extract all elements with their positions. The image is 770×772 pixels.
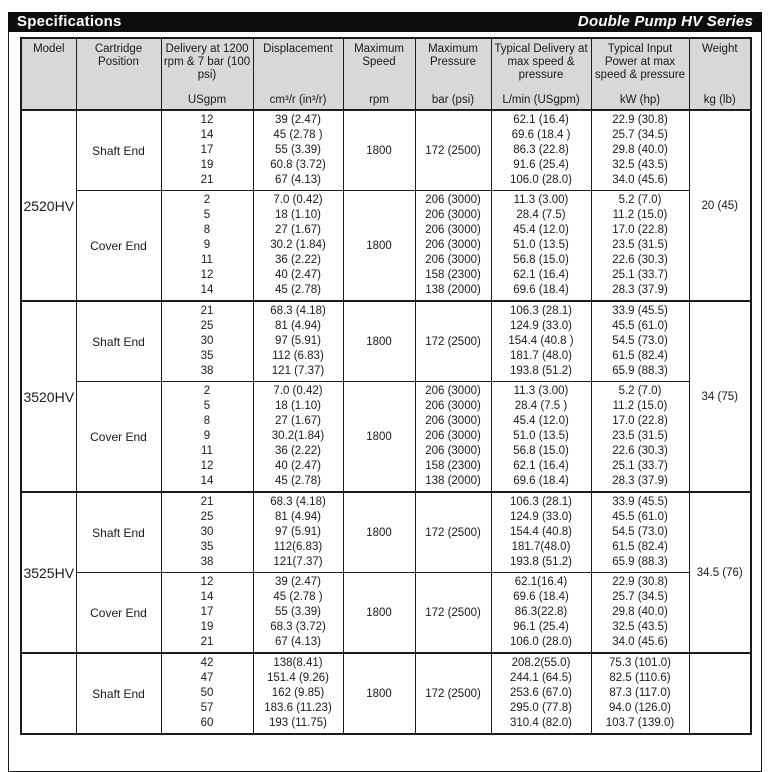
usgpm-cell xyxy=(161,191,253,302)
weight-cell xyxy=(689,653,751,734)
header-displacement xyxy=(253,38,343,110)
typical-delivery-cell-value: 193.8 (51.2) xyxy=(509,365,572,377)
usgpm-cell-value: 12 xyxy=(200,460,214,472)
typical-power-cell xyxy=(591,191,689,302)
header-unit: L/min (USgpm) xyxy=(502,94,580,106)
typical-delivery-cell-value: 69.6 (18.4 ) xyxy=(511,129,571,141)
max-pressure-cell xyxy=(415,191,491,302)
max-pressure-cell: 172 (2500) xyxy=(415,573,491,654)
typical-power-cell-value: 11.2 (15.0) xyxy=(612,400,668,412)
typical-delivery-cell-value: 106.0 (28.0) xyxy=(509,636,572,648)
typical-power-cell xyxy=(591,653,689,734)
max-pressure-cell-value: 158 (2300) xyxy=(425,269,481,281)
max-pressure-cell-value: 138 (2000) xyxy=(425,284,481,296)
max-pressure-cell-value: 158 (2300) xyxy=(425,460,481,472)
usgpm-cell-value: 2 xyxy=(203,385,211,397)
spec-row-2520HV-shaft-end xyxy=(21,110,751,191)
displacement-cell-value: 67 (4.13) xyxy=(274,174,322,186)
usgpm-cell-value: 21 xyxy=(200,174,214,186)
usgpm-cell-value: 12 xyxy=(200,269,214,281)
spec-row-3525HV-cover-end xyxy=(21,573,751,654)
displacement-cell-value: 138(8.41) xyxy=(273,657,323,669)
displacement-cell-value: 97 (5.91) xyxy=(274,335,322,347)
displacement-cell xyxy=(253,573,343,654)
displacement-cell-value: 112 (6.83) xyxy=(272,350,324,362)
typical-delivery-cell-value: 154.4 (40.8) xyxy=(509,526,572,538)
usgpm-cell-value: 60 xyxy=(200,717,214,729)
header-label: Displacement xyxy=(263,43,333,55)
typical-delivery-cell-value: 28.4 (7.5) xyxy=(516,209,566,221)
typical-power-cell xyxy=(591,492,689,573)
displacement-cell xyxy=(253,110,343,191)
displacement-cell xyxy=(253,382,343,493)
usgpm-cell-value: 9 xyxy=(203,239,211,251)
page-title: Specifications xyxy=(17,13,122,30)
max-pressure-cell-value: 206 (3000) xyxy=(425,239,481,251)
typical-delivery-cell-value: 62.1 (16.4) xyxy=(513,460,569,472)
header-cartridge-position xyxy=(76,38,161,110)
typical-power-cell-value: 22.6 (30.3) xyxy=(612,445,668,457)
usgpm-cell-value: 2 xyxy=(203,194,211,206)
usgpm-cell xyxy=(161,492,253,573)
displacement-cell-value: 55 (3.39) xyxy=(274,606,322,618)
displacement-cell-value: 81 (4.94) xyxy=(274,511,322,523)
typical-power-cell-value: 25.7 (34.5) xyxy=(612,591,668,603)
typical-delivery-cell-value: 106.3 (28.1) xyxy=(509,496,572,508)
title-bar xyxy=(8,12,762,32)
max-pressure-cell: 172 (2500) xyxy=(415,301,491,382)
usgpm-cell-value: 14 xyxy=(200,475,214,487)
displacement-cell-value: 81 (4.94) xyxy=(274,320,322,332)
max-pressure-cell-value: 206 (3000) xyxy=(425,385,481,397)
typical-power-cell-value: 54.5 (73.0) xyxy=(612,335,668,347)
usgpm-cell xyxy=(161,573,253,654)
displacement-cell xyxy=(253,301,343,382)
max-pressure-cell-value: 206 (3000) xyxy=(425,400,481,412)
header-maximum-speed xyxy=(343,38,415,110)
displacement-cell-value: 121 (7.37) xyxy=(271,365,325,377)
usgpm-cell-value: 38 xyxy=(200,556,214,568)
displacement-cell-value: 45 (2.78) xyxy=(274,475,322,487)
usgpm-cell-value: 8 xyxy=(203,415,211,427)
typical-delivery-cell-value: 28.4 (7.5 ) xyxy=(514,400,568,412)
usgpm-cell xyxy=(161,110,253,191)
typical-delivery-cell-value: 69.6 (18.4) xyxy=(513,475,569,487)
max-pressure-cell: 172 (2500) xyxy=(415,653,491,734)
usgpm-cell-value: 19 xyxy=(200,621,214,633)
cartridge-position-cell: Shaft End xyxy=(76,653,161,734)
typical-power-cell-value: 25.1 (33.7) xyxy=(612,460,668,472)
usgpm-cell-value: 38 xyxy=(200,365,214,377)
typical-delivery-cell-value: 310.4 (82.0) xyxy=(509,717,572,729)
displacement-cell-value: 18 (1.10) xyxy=(274,209,322,221)
max-speed-cell: 1800 xyxy=(343,573,415,654)
typical-delivery-cell-value: 56.8 (15.0) xyxy=(513,445,569,457)
max-speed-cell: 1800 xyxy=(343,301,415,382)
spec-table-body xyxy=(21,110,751,734)
usgpm-cell-value: 35 xyxy=(200,541,214,553)
max-pressure-cell: 172 (2500) xyxy=(415,492,491,573)
header-delivery-1200rpm xyxy=(161,38,253,110)
series-title: Double Pump HV Series xyxy=(577,13,753,30)
model-cell xyxy=(21,653,76,734)
displacement-cell-value: 193 (11.75) xyxy=(269,717,327,729)
usgpm-cell-value: 9 xyxy=(203,430,211,442)
displacement-cell-value: 55 (3.39) xyxy=(274,144,322,156)
displacement-cell-value: 7.0 (0.42) xyxy=(273,194,323,206)
displacement-cell-value: 121(7.37) xyxy=(273,556,323,568)
displacement-cell-value: 183.6 (11.23) xyxy=(264,702,332,714)
displacement-cell-value: 68.3 (4.18) xyxy=(270,305,326,317)
typical-delivery-cell xyxy=(491,301,591,382)
typical-delivery-cell-value: 106.0 (28.0) xyxy=(509,174,572,186)
typical-delivery-cell xyxy=(491,382,591,493)
typical-delivery-cell xyxy=(491,191,591,302)
typical-delivery-cell-value: 51.0 (13.5) xyxy=(513,430,569,442)
specifications-table xyxy=(20,37,752,735)
typical-power-cell-value: 34.0 (45.6) xyxy=(612,174,668,186)
typical-power-cell-value: 29.8 (40.0) xyxy=(612,606,668,618)
usgpm-cell xyxy=(161,382,253,493)
header-typical-input-power xyxy=(591,38,689,110)
spec-row-bottom-shaft-end xyxy=(21,653,751,734)
displacement-cell-value: 45 (2.78 ) xyxy=(273,591,323,603)
header-label: Typical Delivery at max speed & pressure xyxy=(494,43,588,81)
header-model xyxy=(21,38,76,110)
displacement-cell-value: 45 (2.78 ) xyxy=(273,129,323,141)
displacement-cell-value: 39 (2.47) xyxy=(274,576,322,588)
typical-power-cell-value: 103.7 (139.0) xyxy=(605,717,675,729)
displacement-cell-value: 112(6.83) xyxy=(273,541,323,553)
displacement-cell-value: 40 (2.47) xyxy=(274,269,322,281)
header-typical-delivery xyxy=(491,38,591,110)
cartridge-position-cell: Shaft End xyxy=(76,110,161,191)
header-unit: kg (lb) xyxy=(703,94,736,106)
usgpm-cell-value: 17 xyxy=(200,606,214,618)
typical-power-cell-value: 17.0 (22.8) xyxy=(612,224,668,236)
weight-cell: 20 (45) xyxy=(689,110,751,301)
displacement-cell-value: 68.3 (4.18) xyxy=(270,496,326,508)
typical-delivery-cell-value: 11.3 (3.00) xyxy=(513,194,569,206)
model-cell: 3525HV xyxy=(21,492,76,653)
cartridge-position-cell: Cover End xyxy=(76,191,161,302)
max-pressure-cell-value: 206 (3000) xyxy=(425,209,481,221)
typical-delivery-cell-value: 181.7(48.0) xyxy=(511,541,571,553)
typical-delivery-cell-value: 193.8 (51.2) xyxy=(509,556,572,568)
typical-delivery-cell-value: 91.6 (25.4) xyxy=(513,159,569,171)
typical-power-cell-value: 45.5 (61.0) xyxy=(612,320,668,332)
typical-power-cell-value: 32.5 (43.5) xyxy=(612,159,668,171)
typical-delivery-cell xyxy=(491,492,591,573)
typical-delivery-cell-value: 295.0 (77.8) xyxy=(509,702,572,714)
typical-delivery-cell-value: 106.3 (28.1) xyxy=(509,305,572,317)
usgpm-cell-value: 14 xyxy=(200,591,214,603)
typical-delivery-cell-value: 124.9 (33.0) xyxy=(509,511,572,523)
typical-power-cell xyxy=(591,301,689,382)
usgpm-cell xyxy=(161,301,253,382)
typical-delivery-cell-value: 208.2(55.0) xyxy=(511,657,571,669)
typical-delivery-cell-value: 86.3 (22.8) xyxy=(513,144,569,156)
typical-power-cell xyxy=(591,110,689,191)
weight-cell: 34.5 (76) xyxy=(689,492,751,653)
displacement-cell-value: 45 (2.78) xyxy=(274,284,322,296)
typical-power-cell-value: 65.9 (88.3) xyxy=(612,365,668,377)
usgpm-cell-value: 11 xyxy=(201,254,213,266)
usgpm-cell-value: 14 xyxy=(200,284,214,296)
max-pressure-cell-value: 206 (3000) xyxy=(425,415,481,427)
max-pressure-cell-value: 206 (3000) xyxy=(425,445,481,457)
usgpm-cell-value: 35 xyxy=(200,350,214,362)
typical-power-cell-value: 23.5 (31.5) xyxy=(612,430,668,442)
displacement-cell-value: 30.2 (1.84) xyxy=(270,239,326,251)
typical-power-cell-value: 34.0 (45.6) xyxy=(612,636,668,648)
usgpm-cell-value: 21 xyxy=(200,636,214,648)
usgpm-cell-value: 57 xyxy=(200,702,214,714)
max-speed-cell: 1800 xyxy=(343,191,415,302)
usgpm-cell-value: 30 xyxy=(200,526,214,538)
usgpm-cell-value: 11 xyxy=(201,445,213,457)
usgpm-cell-value: 21 xyxy=(200,496,214,508)
header-label: Weight xyxy=(701,43,738,55)
usgpm-cell-value: 30 xyxy=(200,335,214,347)
displacement-cell-value: 27 (1.67) xyxy=(274,415,322,427)
max-pressure-cell-value: 206 (3000) xyxy=(425,430,481,442)
typical-delivery-cell-value: 69.6 (18.4) xyxy=(513,284,569,296)
usgpm-cell-value: 5 xyxy=(203,400,211,412)
typical-power-cell-value: 5.2 (7.0) xyxy=(618,194,662,206)
displacement-cell-value: 39 (2.47) xyxy=(274,114,322,126)
typical-delivery-cell-value: 154.4 (40.8 ) xyxy=(508,335,574,347)
usgpm-cell-value: 8 xyxy=(203,224,211,236)
usgpm-cell xyxy=(161,653,253,734)
usgpm-cell-value: 17 xyxy=(200,144,214,156)
typical-power-cell-value: 75.3 (101.0) xyxy=(608,657,671,669)
spec-sheet-page xyxy=(8,12,762,772)
model-cell: 3520HV xyxy=(21,301,76,492)
typical-delivery-cell-value: 253.6 (67.0) xyxy=(509,687,572,699)
typical-power-cell-value: 28.3 (37.9) xyxy=(612,475,668,487)
cartridge-position-cell: Cover End xyxy=(76,382,161,493)
displacement-cell-value: 151.4 (9.26) xyxy=(266,672,329,684)
displacement-cell xyxy=(253,492,343,573)
usgpm-cell-value: 50 xyxy=(200,687,214,699)
typical-power-cell-value: 5.2 (7.0) xyxy=(618,385,662,397)
typical-power-cell-value: 22.9 (30.8) xyxy=(612,114,668,126)
typical-power-cell-value: 25.1 (33.7) xyxy=(612,269,668,281)
typical-power-cell-value: 25.7 (34.5) xyxy=(612,129,668,141)
typical-delivery-cell-value: 86.3(22.8) xyxy=(514,606,568,618)
typical-power-cell-value: 23.5 (31.5) xyxy=(612,239,668,251)
typical-power-cell-value: 33.9 (45.5) xyxy=(612,496,668,508)
header-label: Model xyxy=(33,43,65,55)
usgpm-cell-value: 42 xyxy=(200,657,214,669)
typical-delivery-cell-value: 62.1 (16.4) xyxy=(513,114,569,126)
header-maximum-pressure xyxy=(415,38,491,110)
displacement-cell-value: 30.2(1.84) xyxy=(271,430,325,442)
usgpm-cell-value: 5 xyxy=(203,209,211,221)
typical-power-cell-value: 11.2 (15.0) xyxy=(612,209,668,221)
typical-delivery-cell xyxy=(491,110,591,191)
typical-power-cell-value: 32.5 (43.5) xyxy=(612,621,668,633)
header-label: Maximum Pressure xyxy=(428,43,478,68)
displacement-cell xyxy=(253,653,343,734)
displacement-cell-value: 18 (1.10) xyxy=(274,400,322,412)
header-unit: USgpm xyxy=(187,94,227,106)
typical-delivery-cell-value: 69.6 (18.4) xyxy=(513,591,569,603)
typical-delivery-cell-value: 62.1(16.4) xyxy=(514,576,568,588)
usgpm-cell-value: 19 xyxy=(200,159,214,171)
usgpm-cell-value: 12 xyxy=(200,576,214,588)
typical-power-cell-value: 61.5 (82.4) xyxy=(612,350,668,362)
max-pressure-cell-value: 206 (3000) xyxy=(425,224,481,236)
typical-power-cell-value: 87.3 (117.0) xyxy=(609,687,671,699)
typical-power-cell-value: 45.5 (61.0) xyxy=(612,511,668,523)
cartridge-position-cell: Shaft End xyxy=(76,301,161,382)
typical-power-cell-value: 22.9 (30.8) xyxy=(612,576,668,588)
typical-power-cell-value: 82.5 (110.6) xyxy=(609,672,671,684)
typical-power-cell-value: 17.0 (22.8) xyxy=(612,415,668,427)
max-pressure-cell xyxy=(415,382,491,493)
displacement-cell-value: 97 (5.91) xyxy=(274,526,322,538)
typical-delivery-cell-value: 181.7 (48.0) xyxy=(509,350,572,362)
model-cell: 2520HV xyxy=(21,110,76,301)
typical-delivery-cell-value: 51.0 (13.5) xyxy=(513,239,569,251)
cartridge-position-cell: Cover End xyxy=(76,573,161,654)
usgpm-cell-value: 12 xyxy=(200,114,214,126)
header-label: Cartridge Position xyxy=(94,43,143,68)
typical-power-cell-value: 54.5 (73.0) xyxy=(612,526,668,538)
typical-delivery-cell xyxy=(491,653,591,734)
usgpm-cell-value: 25 xyxy=(200,320,214,332)
max-pressure-cell-value: 138 (2000) xyxy=(425,475,481,487)
spec-row-3525HV-shaft-end xyxy=(21,492,751,573)
header-unit: kW (hp) xyxy=(619,94,661,106)
typical-power-cell-value: 94.0 (126.0) xyxy=(608,702,671,714)
displacement-cell-value: 162 (9.85) xyxy=(271,687,325,699)
displacement-cell-value: 7.0 (0.42) xyxy=(273,385,323,397)
displacement-cell-value: 36 (2.22) xyxy=(274,445,322,457)
displacement-cell-value: 68.3 (3.72) xyxy=(270,621,326,633)
displacement-cell-value: 60.8 (3.72) xyxy=(270,159,326,171)
header-unit: rpm xyxy=(369,94,389,106)
typical-delivery-cell-value: 45.4 (12.0) xyxy=(513,224,569,236)
spec-row-3520HV-cover-end xyxy=(21,382,751,493)
header-label: Typical Input Power at max speed & pressure xyxy=(594,43,686,81)
spec-row-3520HV-shaft-end xyxy=(21,301,751,382)
table-header xyxy=(21,38,751,110)
max-speed-cell: 1800 xyxy=(343,382,415,493)
header-label: Maximum Speed xyxy=(354,43,404,68)
typical-power-cell xyxy=(591,382,689,493)
typical-delivery-cell-value: 244.1 (64.5) xyxy=(509,672,572,684)
displacement-cell-value: 67 (4.13) xyxy=(274,636,322,648)
weight-cell: 34 (75) xyxy=(689,301,751,492)
typical-delivery-cell-value: 11.3 (3.00) xyxy=(513,385,569,397)
displacement-cell-value: 27 (1.67) xyxy=(274,224,322,236)
header-unit: bar (psi) xyxy=(431,94,475,106)
displacement-cell-value: 40 (2.47) xyxy=(274,460,322,472)
typical-power-cell-value: 61.5 (82.4) xyxy=(612,541,668,553)
typical-power-cell-value: 28.3 (37.9) xyxy=(612,284,668,296)
usgpm-cell-value: 25 xyxy=(200,511,214,523)
usgpm-cell-value: 14 xyxy=(200,129,214,141)
usgpm-cell-value: 21 xyxy=(200,305,214,317)
max-speed-cell: 1800 xyxy=(343,653,415,734)
typical-delivery-cell-value: 96.1 (25.4) xyxy=(513,621,569,633)
max-pressure-cell-value: 206 (3000) xyxy=(425,194,481,206)
typical-power-cell-value: 29.8 (40.0) xyxy=(612,144,668,156)
header-unit: cm³/r (in³/r) xyxy=(269,94,327,106)
header-weight xyxy=(689,38,751,110)
typical-power-cell-value: 22.6 (30.3) xyxy=(612,254,668,266)
displacement-cell xyxy=(253,191,343,302)
typical-delivery-cell xyxy=(491,573,591,654)
typical-delivery-cell-value: 62.1 (16.4) xyxy=(513,269,569,281)
max-pressure-cell: 172 (2500) xyxy=(415,110,491,191)
typical-power-cell-value: 33.9 (45.5) xyxy=(612,305,668,317)
typical-delivery-cell-value: 124.9 (33.0) xyxy=(509,320,572,332)
typical-power-cell xyxy=(591,573,689,654)
max-speed-cell: 1800 xyxy=(343,110,415,191)
header-label: Delivery at 1200 rpm & 7 bar (100 psi) xyxy=(163,43,251,81)
max-pressure-cell-value: 206 (3000) xyxy=(425,254,481,266)
typical-delivery-cell-value: 45.4 (12.0) xyxy=(513,415,569,427)
usgpm-cell-value: 47 xyxy=(200,672,214,684)
max-speed-cell: 1800 xyxy=(343,492,415,573)
cartridge-position-cell: Shaft End xyxy=(76,492,161,573)
typical-power-cell-value: 65.9 (88.3) xyxy=(612,556,668,568)
displacement-cell-value: 36 (2.22) xyxy=(274,254,322,266)
typical-delivery-cell-value: 56.8 (15.0) xyxy=(513,254,569,266)
spec-row-2520HV-cover-end xyxy=(21,191,751,302)
